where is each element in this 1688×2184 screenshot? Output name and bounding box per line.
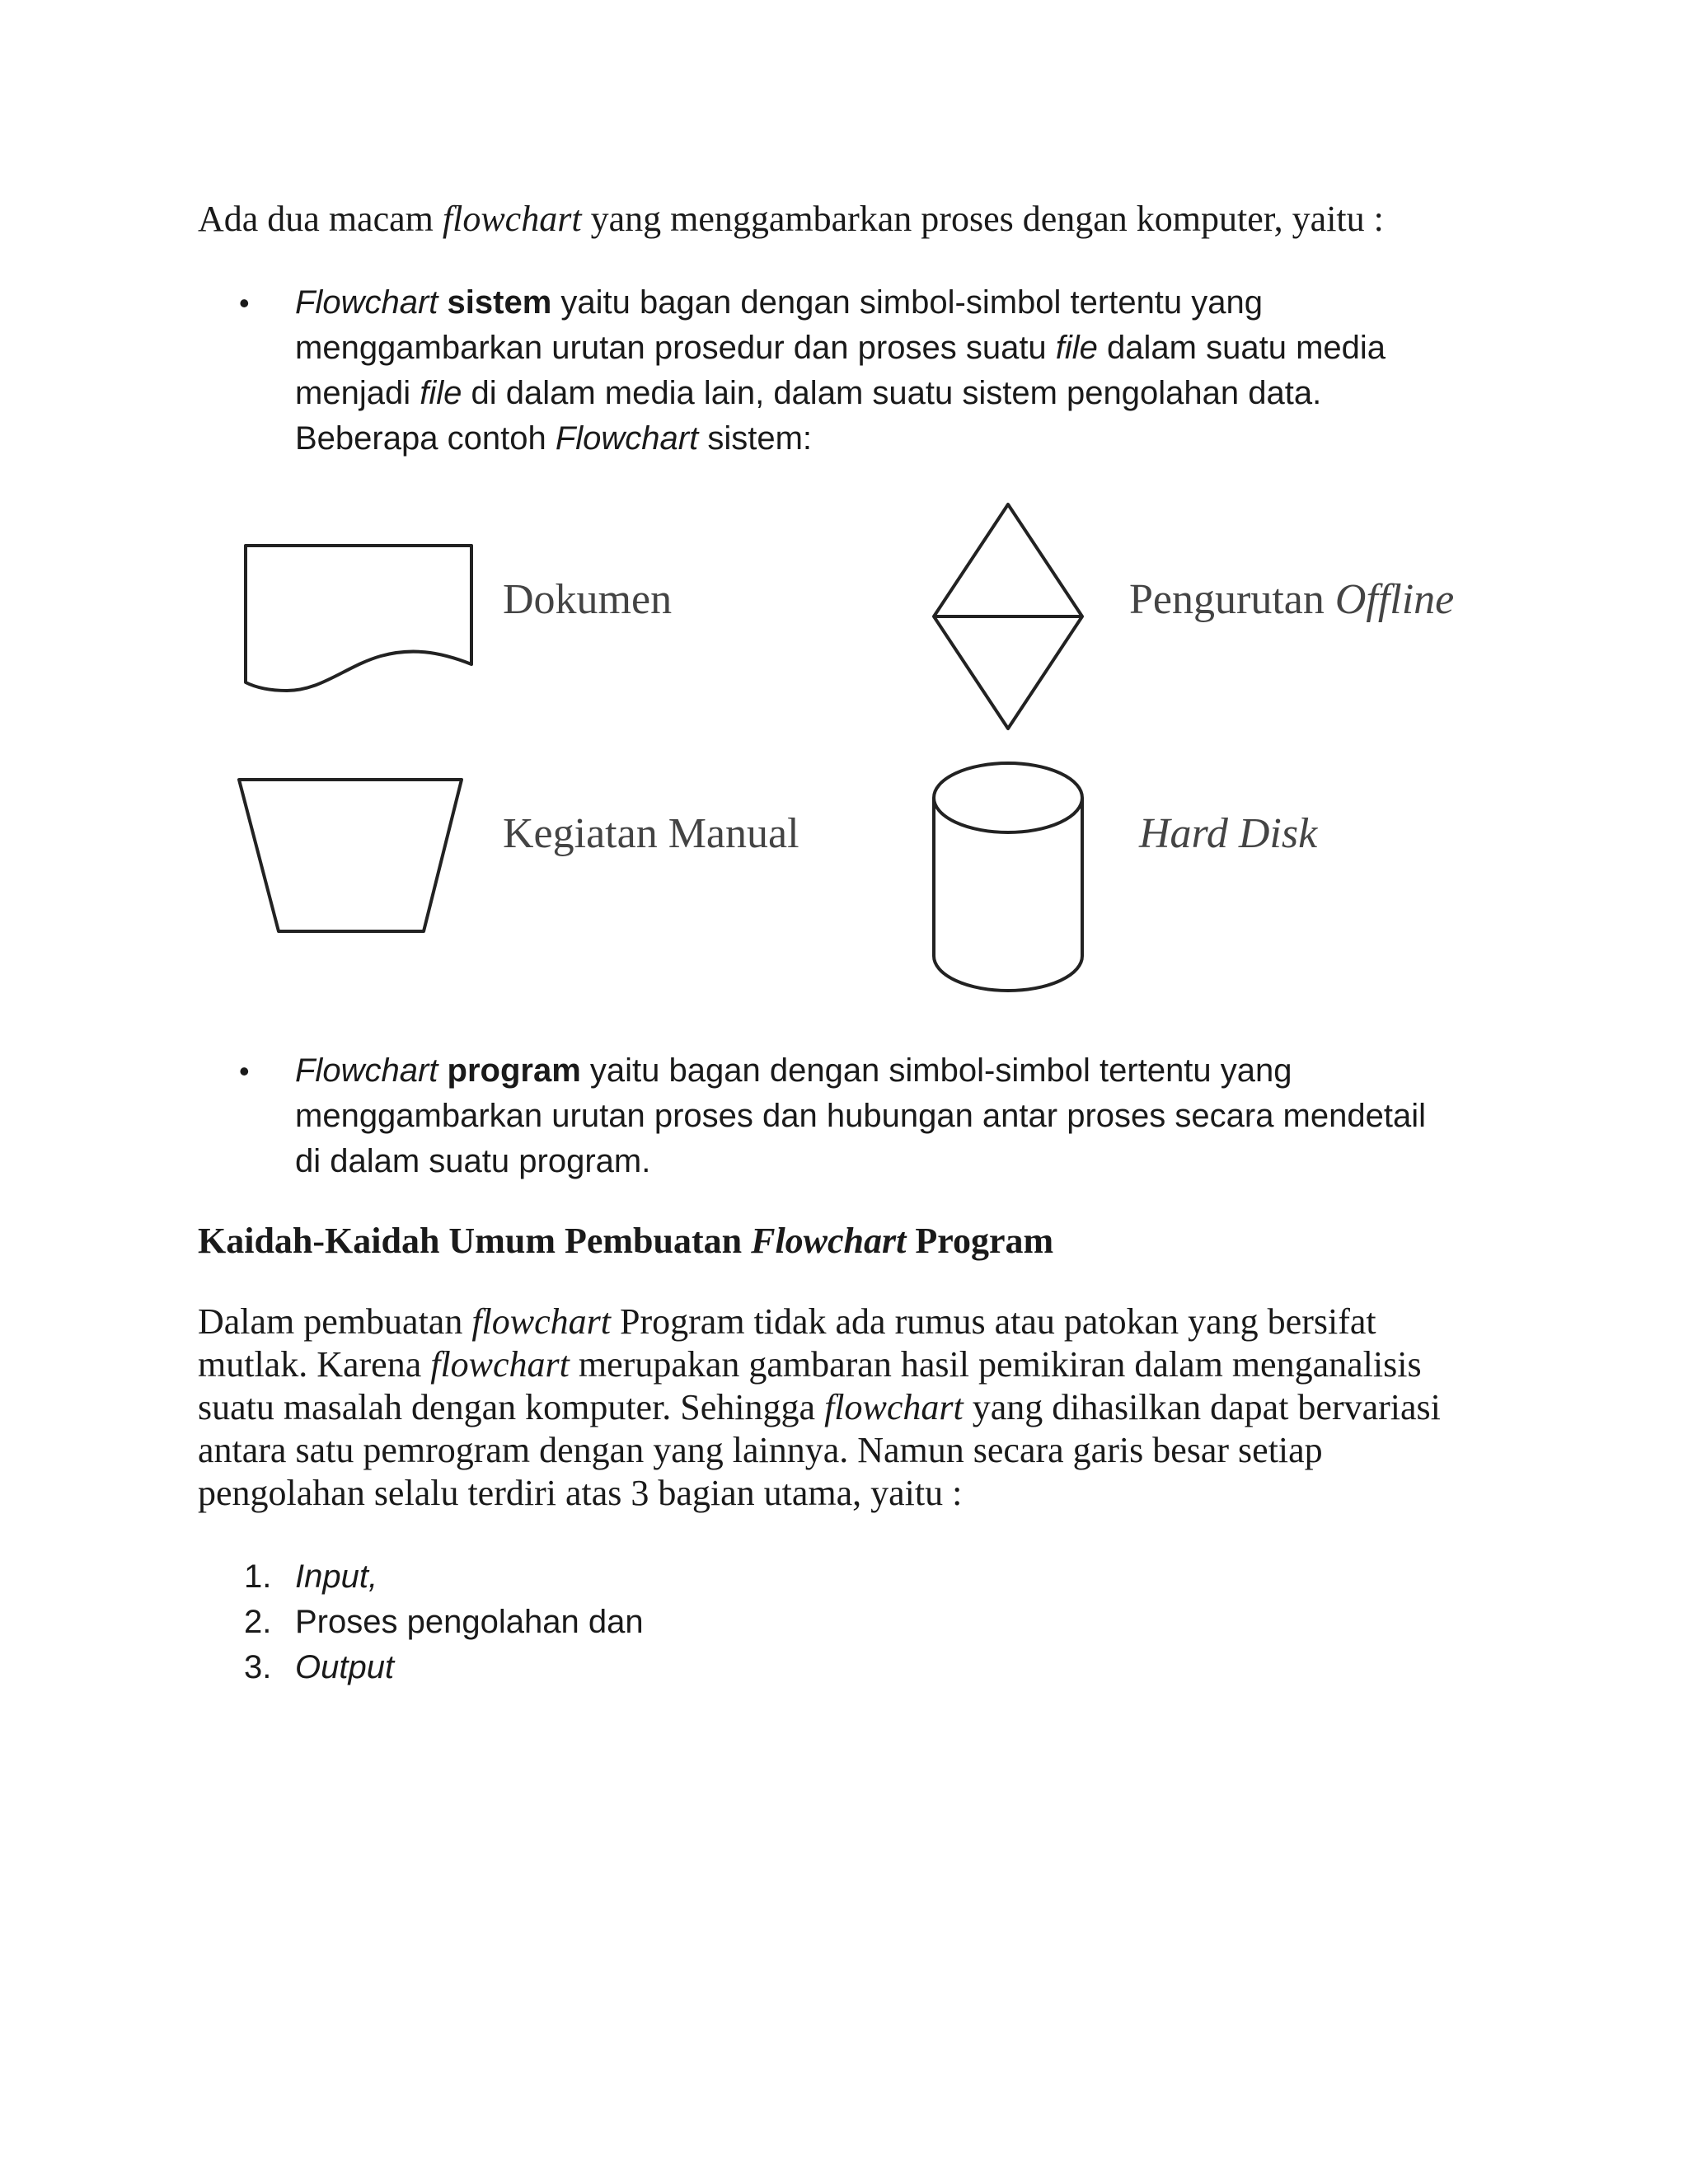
numbered-list: [244, 1554, 1068, 1690]
line-text: yang dihasilkan dapat bervariasi: [963, 1387, 1441, 1427]
label-offline-text: Offline: [1334, 576, 1455, 623]
line-text: menggambarkan urutan prosedur dan proses suatu: [295, 330, 1056, 366]
list-item: [244, 1600, 1068, 1645]
bullet-line: [295, 326, 1490, 371]
bullet-line: [295, 416, 1490, 462]
bullet-flowchart-program: [239, 1048, 1492, 1188]
body-paragraph: [198, 1301, 1550, 1515]
list-text: Output: [295, 1649, 395, 1685]
body-line: antara satu pemrogram dengan yang lainnya. Namun secara garis besar setiap: [198, 1430, 1323, 1470]
label-pengurutan-text: Pengurutan: [1129, 576, 1335, 623]
term-emphasis: file: [1055, 330, 1098, 366]
term-emphasis: flowchart: [824, 1387, 964, 1427]
heading-emphasis: Flowchart: [751, 1221, 907, 1261]
list-text: Proses pengolahan dan: [295, 1604, 644, 1640]
term-emphasis: Flowchart: [555, 420, 699, 457]
term-emphasis: flowchart: [471, 1301, 612, 1342]
document-symbol: [246, 546, 471, 691]
label-pengurutan-offline: [1129, 575, 1454, 624]
heading-text: Kaidah-Kaidah Umum Pembuatan: [198, 1221, 752, 1261]
intro-text-end: yang menggambarkan proses dengan komputer, yaitu :: [581, 199, 1384, 239]
line-text: dalam suatu media: [1097, 330, 1386, 366]
bullet-marker: •: [239, 286, 250, 320]
label-dokumen: Dokumen: [503, 576, 673, 623]
symbols-drawing: [223, 494, 1525, 997]
heading-text-end: Program: [906, 1221, 1054, 1261]
term-emphasis: flowchart: [430, 1344, 570, 1385]
list-text: Input,: [295, 1558, 378, 1595]
body-line: [198, 1301, 1550, 1343]
manual-operation-symbol: [239, 780, 462, 931]
bullet-line: [295, 1048, 1490, 1094]
intro-emphasis: flowchart: [442, 199, 582, 239]
list-number: 3.: [244, 1649, 272, 1685]
bullet-flowchart-sistem: [239, 280, 1492, 470]
line-text: menjadi: [295, 375, 420, 411]
line-text: Beberapa contoh: [295, 420, 556, 457]
bullet-text: [295, 1048, 1490, 1184]
flowchart-symbols-figure: [223, 494, 1525, 997]
term-emphasis: file: [420, 375, 462, 411]
body-line: [198, 1386, 1550, 1429]
list-number: 1.: [244, 1558, 272, 1595]
line-text: merupakan gambaran hasil pemikiran dalam menganalisis: [569, 1344, 1422, 1385]
hard-disk-symbol: [934, 763, 1082, 991]
bullet-line: [295, 371, 1490, 416]
intro-text: Ada dua macam: [198, 199, 443, 239]
term-emphasis: Flowchart: [295, 284, 438, 321]
line-text: suatu masalah dengan komputer. Sehingga: [198, 1387, 825, 1427]
line-text: di dalam media lain, dalam suatu sistem pengolahan data.: [462, 375, 1322, 411]
intro-paragraph: [198, 196, 1533, 242]
bullet-text: [295, 280, 1490, 462]
label-hard-disk: Hard Disk: [1139, 810, 1318, 857]
list-item: [244, 1554, 1068, 1600]
offline-sort-symbol: [934, 504, 1082, 729]
bullet-marker: •: [239, 1054, 250, 1088]
section-heading: [198, 1218, 1053, 1264]
bullet-line: [295, 280, 1490, 326]
line-text: sistem:: [698, 420, 812, 457]
bullet-line: menggambarkan urutan proses dan hubungan antar proses secara mendetail: [295, 1098, 1426, 1134]
label-kegiatan-manual: Kegiatan Manual: [503, 810, 799, 857]
body-line: pengolahan selalu terdiri atas 3 bagian utama, yaitu :: [198, 1473, 963, 1513]
line-text: yaitu bagan dengan simbol-simbol tertentu yang: [551, 284, 1264, 321]
term-bold: sistem: [447, 284, 552, 321]
list-item: [244, 1645, 1068, 1690]
term-emphasis: Flowchart: [295, 1052, 438, 1089]
bullet-line: di dalam suatu program.: [295, 1143, 651, 1179]
line-text: Dalam pembuatan: [198, 1301, 472, 1342]
line-text: yaitu bagan dengan simbol-simbol tertentu yang: [580, 1052, 1292, 1089]
body-line: [198, 1343, 1550, 1386]
line-text: Program tidak ada rumus atau patokan yang bersifat: [611, 1301, 1376, 1342]
term-bold: program: [447, 1052, 581, 1089]
line-text: mutlak. Karena: [198, 1344, 431, 1385]
list-number: 2.: [244, 1604, 272, 1640]
